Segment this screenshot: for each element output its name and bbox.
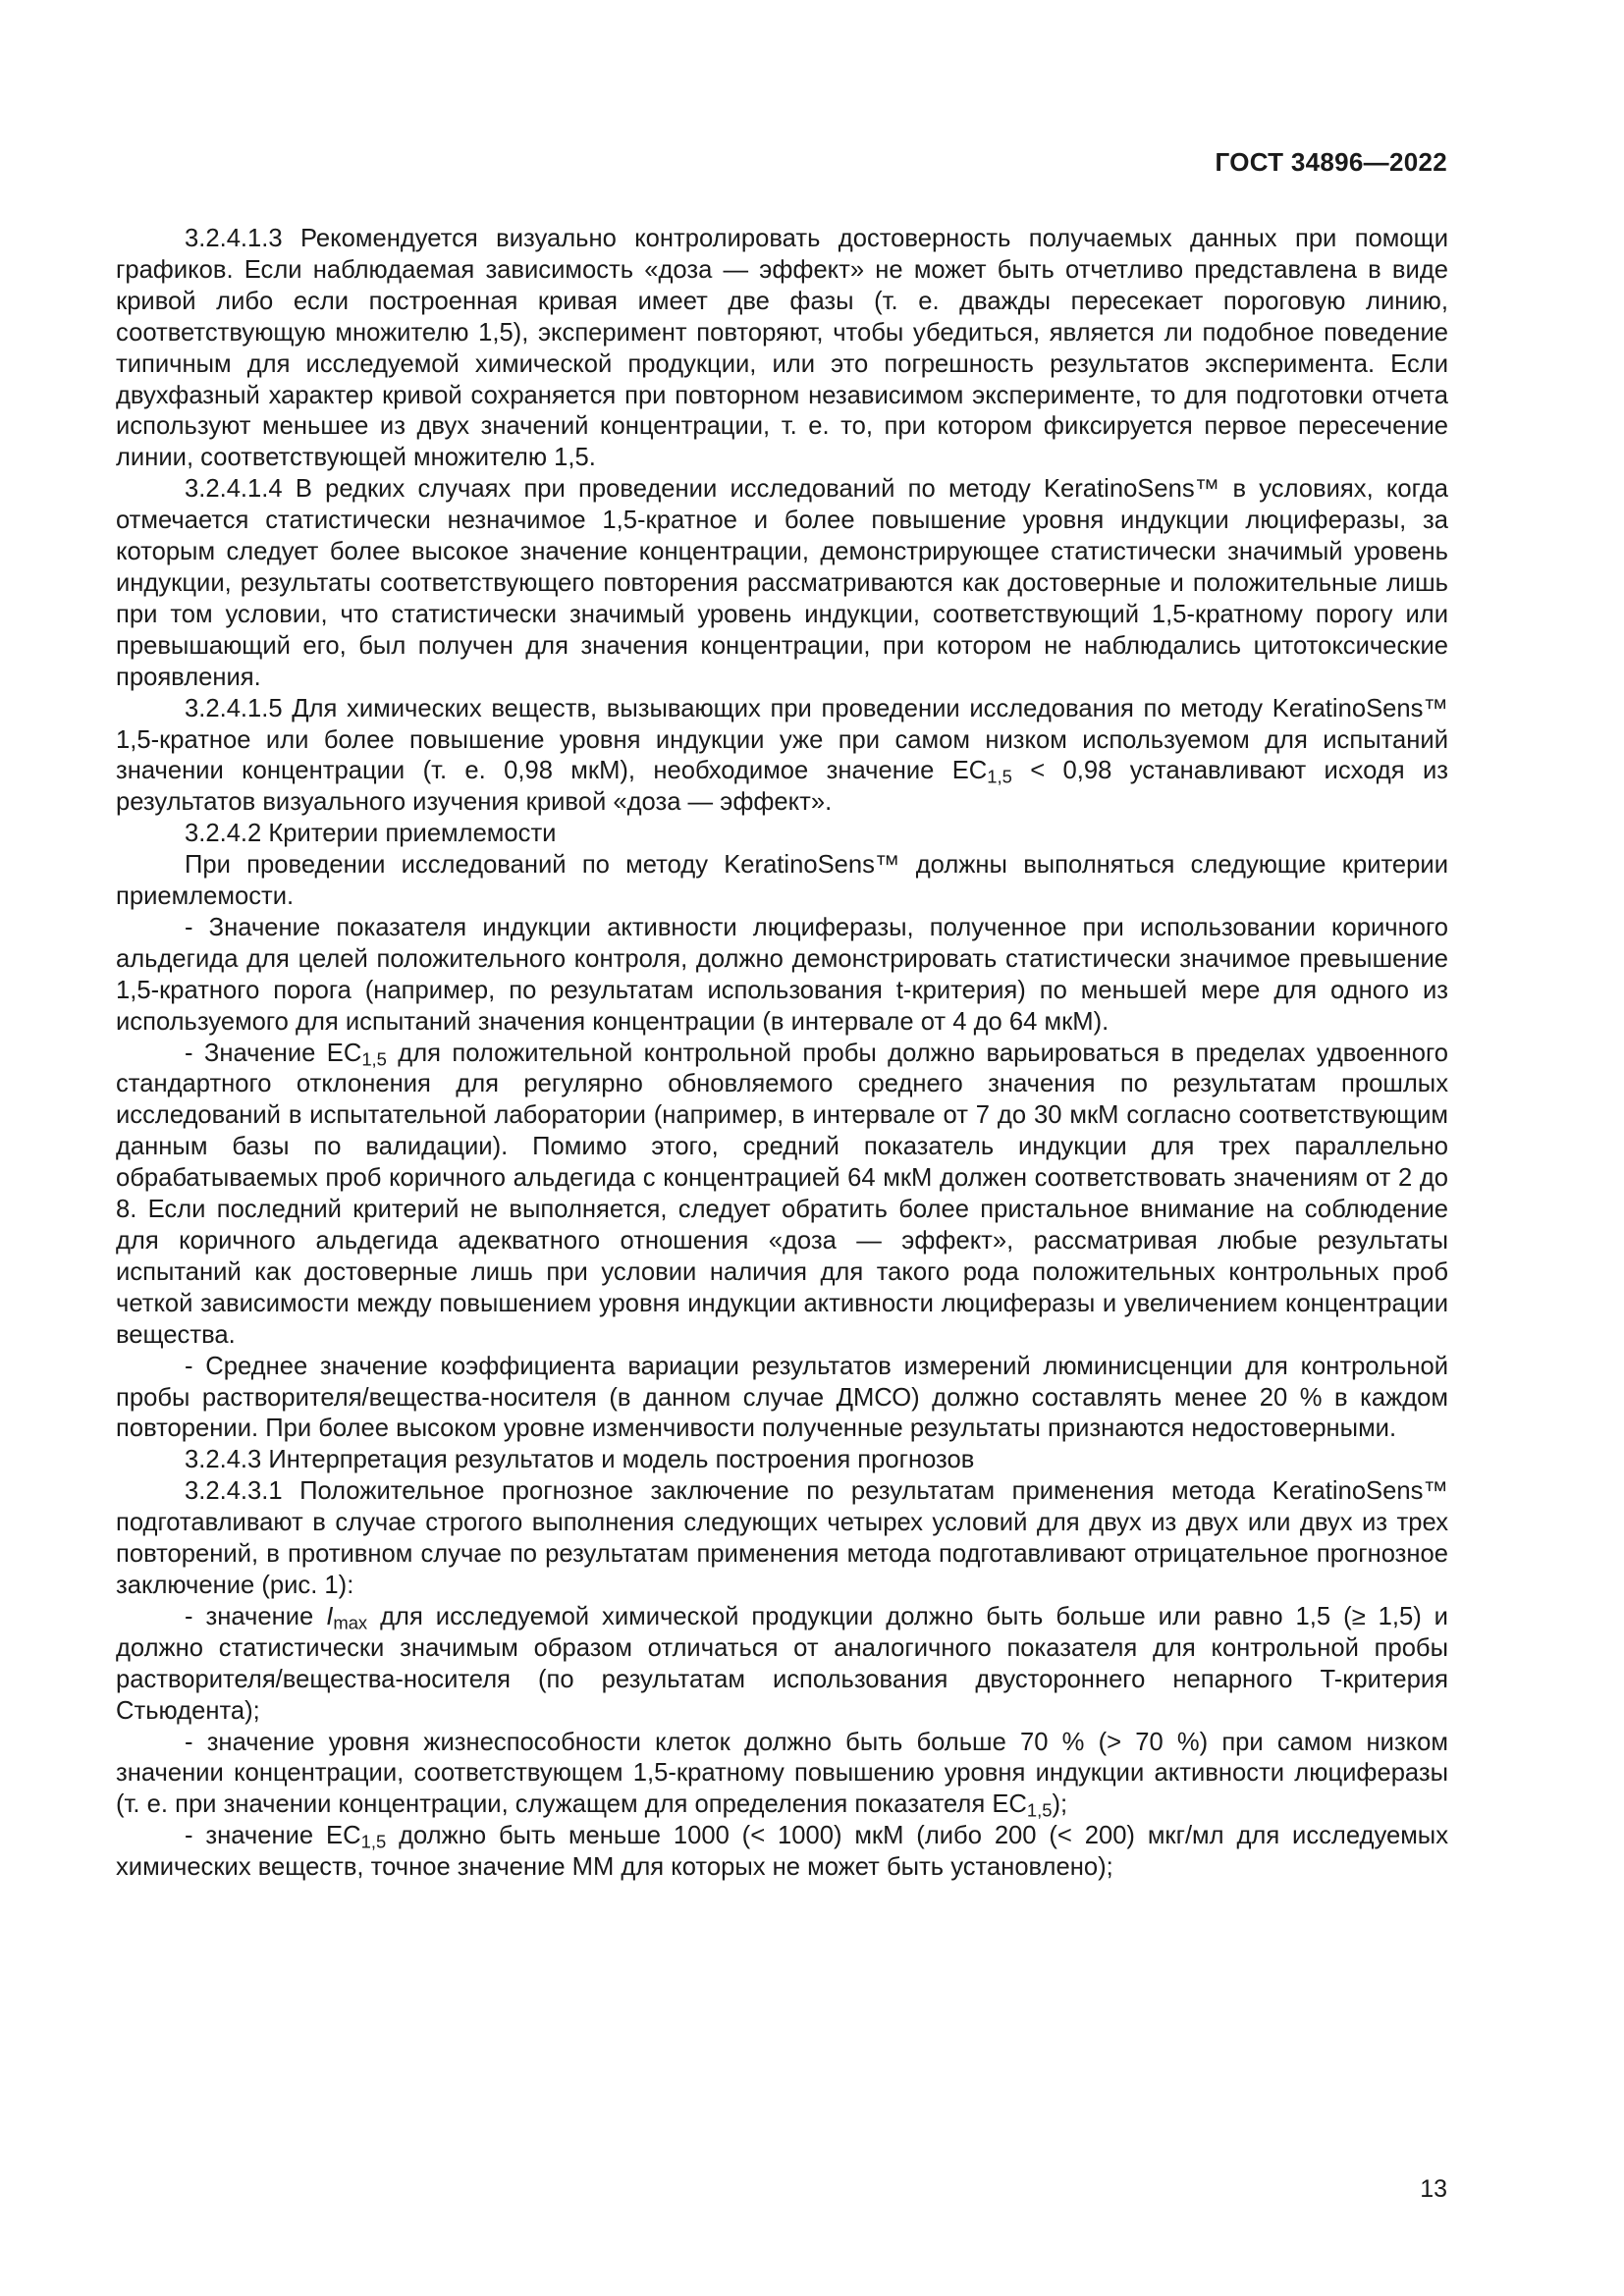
subscript: max <box>333 1612 368 1633</box>
paragraph-3-2-4-1-4: 3.2.4.1.4 В редких случаях при проведении исследований по методу KeratinoSens™ в условиях, когда отмечается статистически незначимое 1,5-кратное и более повышение уровня индукции люциферазы, за которым следует более высокое значение концентрации, демонстрирующее статистически значимый уровень индукции, результаты соответствующего повторения рассматриваются как достоверные и положительные лишь при том условии, что статистически значимый уровень индукции, соответствующий 1,5-кратному порогу или превышающий его, был получен для значения концентрации, при котором не наблюдались цитотоксические проявления. <box>116 475 1448 691</box>
list-item-condition-1 <box>116 1602 1448 1728</box>
paragraph-3-2-4-3-1: 3.2.4.3.1 Положительное прогнозное заключение по результатам применения метода KeratinoSens™ подготавливают в случае строгого выполнения следующих четырех условий для двух из двух или двух из трех повторений, в противном случае по результатам применения метода подготавливают отрицательное прогнозное заключение (рис. 1): <box>116 1477 1448 1599</box>
page-number: 13 <box>1420 2175 1447 2203</box>
list-item-criterion-2 <box>116 1039 1448 1352</box>
list-item-condition-2 <box>116 1728 1448 1822</box>
document-number: ГОСТ 34896—2022 <box>1215 147 1447 177</box>
paragraph-text: < 0,98 устанавливают исходя из результатов визуального изучения кривой «доза — эффект». <box>116 757 1448 817</box>
paragraph-text: - значение <box>185 1602 327 1630</box>
paragraph-text: 3.2.4.1.5 Для химических веществ, вызывающих при проведении исследования по методу KeratinoSens™ 1,5-кратное или более повышение уровня индукции уже при самом низком используемом для испытаний значении концентрации (т. е. 0,98 мкМ), необходимое значение EC <box>116 694 1448 785</box>
paragraph-text: должно быть меньше 1000 (< 1000) мкМ (либо 200 (< 200) мкг/мл для исследуемых химических веществ, точное значение ММ для которых не может быть установлено); <box>116 1822 1449 1882</box>
italic-symbol: I <box>326 1602 334 1630</box>
paragraph-3-2-4-1-3: 3.2.4.1.3 Рекомендуется визуально контролировать достоверность получаемых данных при помощи графиков. Если наблюдаемая зависимость «доза — эффект» не может быть отчетливо представлена в виде кривой либо если построенная кривая имеет две фазы (т. е. дважды пересекает пороговую линию, соответствующую множителю 1,5), эксперимент повторяют, чтобы убедиться, является ли подобное поведение типичным для исследуемой химической продукции, или это погрешность результатов эксперимента. Если двухфазный характер кривой сохраняется при повторном независимом эксперименте, то для подготовки отчета используют меньшее из двух значений концентрации, т. е. то, при котором фиксируется первое пересечение линии, соответствующей множителю 1,5. <box>116 225 1448 472</box>
paragraph-text: для исследуемой химической продукции должно быть больше или равно 1,5 (≥ 1,5) и должно статистически значимым образом отличаться от аналогичного показателя для контрольной пробы растворителя/вещества-носителя (по результатам использования двустороннего непарного T-критерия Стьюдента); <box>116 1602 1448 1725</box>
paragraph-text: - значение EC <box>185 1822 361 1850</box>
subscript: 1,5 <box>1026 1799 1053 1821</box>
paragraph-3-2-4-1-5 <box>116 694 1448 820</box>
paragraph-text: - Значение EC <box>185 1039 362 1067</box>
subscript: 1,5 <box>361 1048 387 1070</box>
paragraph-text: ); <box>1052 1790 1068 1819</box>
list-item-criterion-3: - Среднее значение коэффициента вариации результатов измерений люминисценции для контрольной пробы растворителя/вещества-носителя (в данном случае ДМСО) должно составлять менее 20 % в каждом повторении. При более высоком уровне изменчивости полученные результаты признаются недостоверными. <box>116 1352 1448 1443</box>
subscript: 1,5 <box>360 1831 387 1852</box>
document-body <box>116 224 1448 1884</box>
list-item-condition-3 <box>116 1821 1448 1884</box>
paragraph-text: - значение уровня жизнеспособности клеток должно быть больше 70 % (> 70 %) при самом низком значении концентрации, соответствующем 1,5-кратному повышению уровня индукции активности люциферазы (т. е. при значении концентрации, служащем для определения показателя EC <box>116 1728 1448 1819</box>
subscript: 1,5 <box>987 767 1012 787</box>
section-heading-3-2-4-3: 3.2.4.3 Интерпретация результатов и модель построения прогнозов <box>185 1446 975 1474</box>
paragraph-acceptance-intro: При проведении исследований по методу KeratinoSens™ должны выполняться следующие критерии приемлемости. <box>116 851 1448 911</box>
list-item-criterion-1: - Значение показателя индукции активности люциферазы, полученное при использовании коричного альдегида для целей положительного контроля, должно демонстрировать статистически значимое превышение 1,5-кратного порога (например, по результатам использования t-критерия) по меньшей мере для одного из используемого для испытаний значения концентрации (в интервале от 4 до 64 мкМ). <box>116 913 1448 1036</box>
section-heading-3-2-4-2: 3.2.4.2 Критерии приемлемости <box>185 820 557 848</box>
paragraph-text: для положительной контрольной пробы должно варьироваться в пределах удвоенного стандартного отклонения для регулярно обновляемого среднего значения по результатам прошлых исследований в испытательной лаборатории (например, в интервале от 7 до 30 мкМ согласно соответствующим данным базы по валидации). Помимо этого, средний показатель индукции для трех параллельно обрабатываемых проб коричного альдегида с концентрацией 64 мкМ должен соответствовать значениям от 2 до 8. Если последний критерий не выполняется, следует обратить более пристальное внимание на соблюдение для коричного альдегида адекватного отношения «доза — эффект», рассматривая любые результаты испытаний как достоверные лишь при условии наличия для такого рода положительных контрольных проб четкой зависимости между повышением уровня индукции активности люциферазы и увеличением концентрации вещества. <box>116 1039 1449 1349</box>
